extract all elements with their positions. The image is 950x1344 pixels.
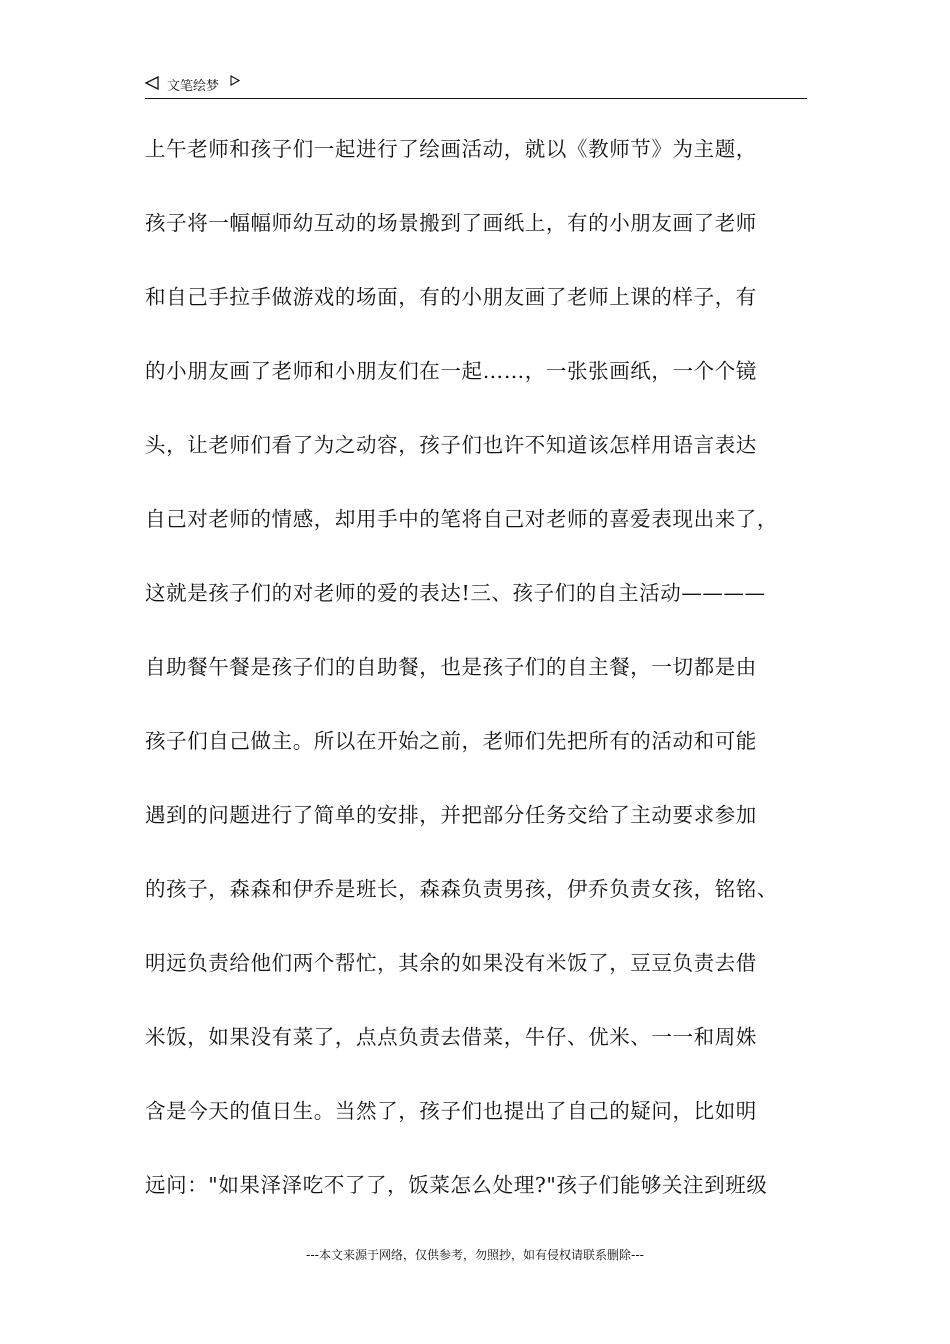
text-line: 遇到的问题进行了简单的安排，并把部分任务交给了主动要求参加 <box>145 803 757 827</box>
text-line: 远问："如果泽泽吃不了了，饭菜怎么处理?"孩子们能够关注到班级 <box>145 1173 768 1197</box>
text-line: 的小朋友画了老师和小朋友们在一起……，一张张画纸，一个个镜 <box>145 359 757 383</box>
header-title: 文笔绘梦 <box>167 79 220 94</box>
text-line: 自己对老师的情感，却用手中的笔将自己对老师的喜爱表现出来了， <box>145 507 778 531</box>
text-line: 头，让老师们看了为之动容，孩子们也许不知道该怎样用语言表达 <box>145 433 757 457</box>
triangle-right-icon <box>230 75 240 86</box>
footer-disclaimer: ---本文来源于网络，仅供参考，勿照抄，如有侵权请联系删除--- <box>306 1248 644 1262</box>
triangle-left-icon <box>145 76 159 90</box>
text-line: 孩子将一幅幅师幼互动的场景搬到了画纸上，有的小朋友画了老师 <box>145 211 757 235</box>
page-header <box>145 72 807 99</box>
text-line: 自助餐午餐是孩子们的自助餐，也是孩子们的自主餐，一切都是由 <box>145 655 757 679</box>
body-paragraph <box>145 129 815 1239</box>
text-line: 明远负责给他们两个帮忙，其余的如果没有米饭了，豆豆负责去借 <box>145 951 757 975</box>
text-line: 上午老师和孩子们一起进行了绘画活动，就以《教师节》为主题， <box>145 137 757 161</box>
text-line: 和自己手拉手做游戏的场面，有的小朋友画了老师上课的样子，有 <box>145 285 757 309</box>
text-line: 含是今天的值日生。当然了，孩子们也提出了自己的疑问，比如明 <box>145 1099 757 1123</box>
text-line: 孩子们自己做主。所以在开始之前，老师们先把所有的活动和可能 <box>145 729 757 753</box>
text-line: 这就是孩子们的对老师的爱的表达!三、孩子们的自主活动———— <box>145 581 766 605</box>
text-line: 米饭，如果没有菜了，点点负责去借菜，牛仔、优米、一一和周姝 <box>145 1025 757 1049</box>
text-line: 的孩子，森森和伊乔是班长，森森负责男孩，伊乔负责女孩，铭铭、 <box>145 877 778 901</box>
